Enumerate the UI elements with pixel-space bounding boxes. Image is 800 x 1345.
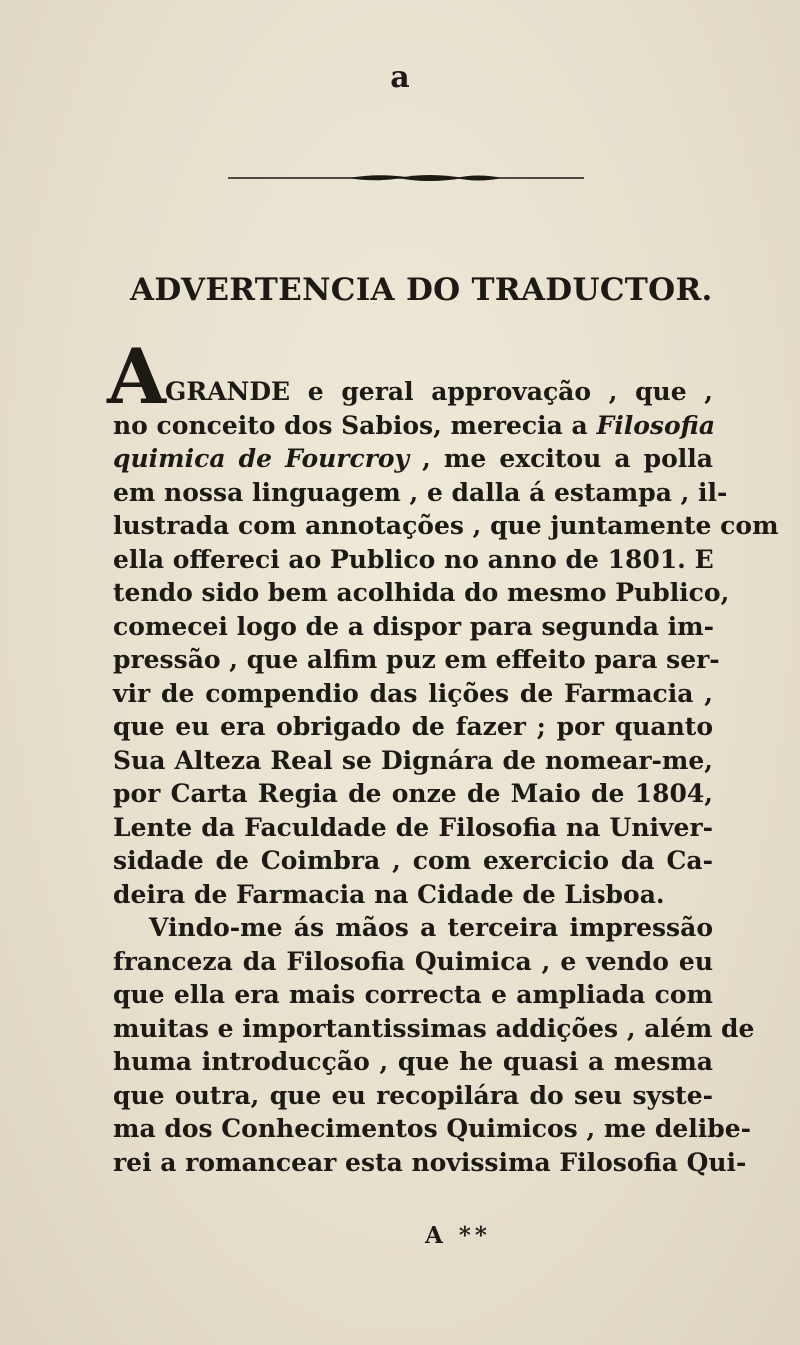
- text-line: [113, 576, 730, 610]
- page-title: ADVERTENCIA DO TRADUCTOR.: [130, 272, 713, 308]
- text-run: GRANDE e geral approvação , que ,: [165, 377, 713, 406]
- text-line: [113, 744, 713, 778]
- text-run: no conceito dos Sabios, merecia a: [113, 410, 597, 440]
- text-run: muitas e importantissimas addições , além de: [113, 1013, 755, 1043]
- text-run: Sua Alteza Real se Dignára de nomear-me,: [113, 745, 713, 775]
- text-line: [113, 643, 720, 677]
- text-lines: [113, 375, 779, 1179]
- text-line: [113, 777, 713, 811]
- text-run: pressão , que alfim puz em effeito para ser-: [113, 645, 720, 674]
- text-line: [113, 375, 713, 409]
- ornamental-rule: [228, 172, 584, 184]
- text-run: tendo sido bem acolhida do mesmo Publico,: [113, 578, 730, 607]
- body-text: [107, 332, 779, 1179]
- text-run: deira de Farmacia na Cidade de Lisboa.: [113, 879, 665, 909]
- italic-text: Filosofia: [596, 410, 716, 440]
- drop-cap: A: [107, 332, 166, 421]
- text-run: Lente da Faculdade de Filosofia na Univer-: [113, 812, 713, 842]
- text-run: rei a romancear esta novissima Filosofia Qui-: [113, 1147, 747, 1177]
- text-run: , me excitou a polla: [409, 444, 713, 473]
- text-line: [113, 543, 713, 577]
- text-run: sidade de Coimbra , com exercicio da Ca-: [113, 846, 713, 875]
- text-run: Vindo-me ás mãos a terceira impressão: [149, 913, 713, 942]
- text-run: que ella era mais correcta e ampliada com: [113, 980, 713, 1009]
- text-line: [113, 1079, 713, 1113]
- text-line: [113, 1045, 713, 1079]
- text-line: [113, 442, 713, 476]
- text-line: [113, 945, 713, 979]
- text-line: [113, 878, 713, 912]
- text-run: franceza da Filosofia Quimica , e vendo eu: [113, 946, 713, 976]
- text-run: por Carta Regia de onze de Maio de 1804,: [113, 779, 713, 808]
- text-line: [113, 978, 713, 1012]
- text-run: em nossa linguagem , e dalla á estampa , il-: [113, 477, 728, 507]
- text-line: [113, 1146, 747, 1180]
- text-run: ma dos Conhecimentos Quimicos , me delibe-: [113, 1114, 752, 1143]
- text-line: [113, 677, 713, 711]
- text-line: [113, 710, 713, 744]
- text-run: huma introducção , que he quasi a mesma: [113, 1047, 713, 1076]
- text-run: comecei logo de a dispor para segunda im-: [113, 611, 714, 641]
- text-line: [113, 1112, 752, 1146]
- text-run: que eu era obrigado de fazer ; por quanto: [113, 712, 713, 741]
- text-run: que outra, que eu recopilára do seu syste-: [113, 1080, 713, 1110]
- signature-mark: A **: [425, 1222, 491, 1249]
- text-run: ella offereci ao Publico no anno de 1801. E: [113, 544, 714, 574]
- text-line: [113, 509, 779, 543]
- text-line: [113, 610, 713, 644]
- text-line: [113, 911, 713, 945]
- italic-text: quimica de Fourcroy: [113, 444, 410, 473]
- text-line: [113, 811, 713, 845]
- text-line: [113, 409, 716, 443]
- folio-mark: a: [390, 60, 410, 95]
- text-line: [113, 844, 713, 878]
- text-run: vir de compendio das lições de Farmacia ,: [113, 678, 713, 708]
- text-line: [113, 1012, 755, 1046]
- text-line: [113, 476, 728, 510]
- text-run: lustrada com annotações , que juntamente com: [113, 511, 779, 540]
